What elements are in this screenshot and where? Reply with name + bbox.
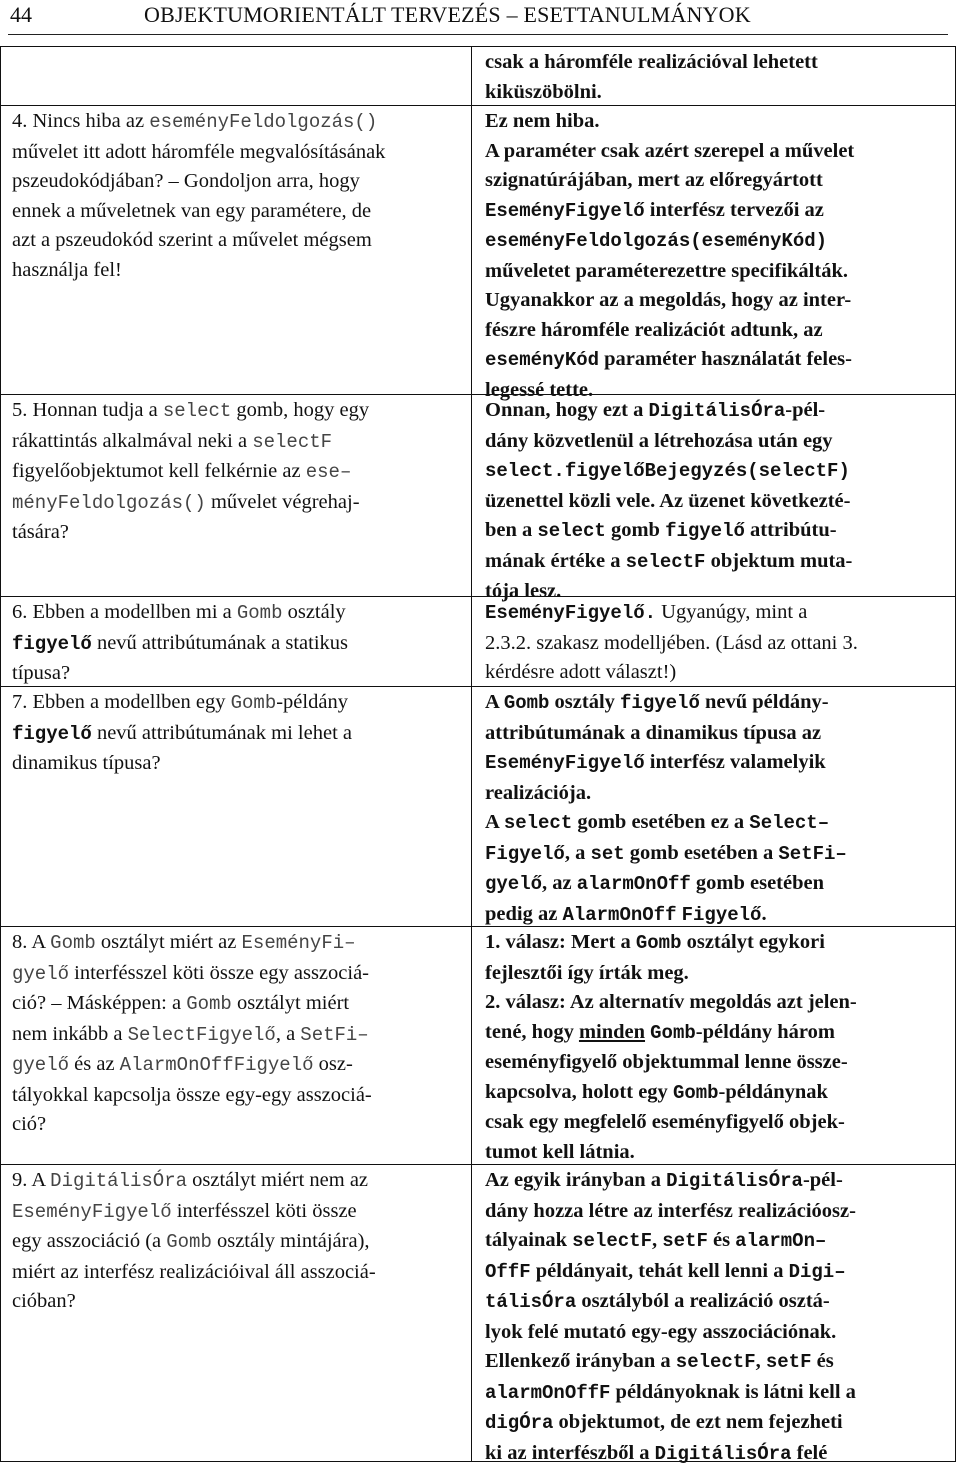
code-term: DigitálisÓra [648, 400, 786, 422]
code-term: figyelő [12, 722, 92, 745]
question-text: osztályt miért az [95, 931, 242, 953]
answer-text: A paraméter csak azért szerepel a művelet [485, 139, 855, 162]
answer-text: dány közvetlenül a létrehozása után egy [485, 429, 833, 452]
code-term: Figyelő [485, 842, 565, 865]
code-term: EseményFigyelő. [485, 602, 657, 624]
code-term: DigitálisÓra [50, 1170, 187, 1192]
question-text: , a [275, 1022, 301, 1045]
question-text: művelet végrehaj- [205, 490, 360, 513]
code-term: eseményFeldolgozás(eseményKód) [485, 230, 828, 252]
question-text: osztályt miért nem az [187, 1169, 369, 1191]
question-9 [12, 1166, 460, 1317]
answer-text: tója lesz. [485, 580, 562, 602]
answer-text: , a [564, 841, 591, 864]
answer-text: tené, hogy [485, 1020, 579, 1043]
code-term: alarmOnOffF [485, 1381, 611, 1404]
answer-text: Ugyanakkor az a megoldás, hogy az inter- [485, 289, 852, 311]
answer-text: mának értéke a [485, 549, 626, 572]
answer-text: csak egy megfelelő eseményfigyelő objek- [485, 1111, 845, 1133]
question-text: dinamikus típusa? [12, 752, 161, 774]
answer-text: -példány három [695, 1020, 835, 1043]
code-term: ményFeldolgozás() [12, 491, 206, 514]
question-text: osztály [282, 601, 346, 623]
answer-text: és [707, 1229, 736, 1251]
question-5 [12, 396, 460, 548]
question-text: művelet itt adott háromféle megvalósításának [12, 140, 386, 163]
code-term: SetFi– [300, 1023, 369, 1046]
answer-text: pedig az [485, 902, 563, 925]
answer-text: 1. válasz: Mert a [485, 931, 636, 953]
answer-text: osztályt egykori [681, 931, 825, 953]
emphasis-text: minden [578, 1020, 646, 1043]
question-6 [12, 598, 460, 689]
question-text: 8. A [12, 931, 51, 953]
question-text: -példány [276, 691, 348, 713]
code-term: Gomb [236, 602, 283, 624]
question-text: cióban? [12, 1290, 76, 1312]
question-text: interfésszel köti össze egy asszociá- [69, 961, 369, 984]
code-term: digÓra [485, 1412, 554, 1434]
question-text: ennek a műveletnek van egy paramétere, de [12, 199, 372, 222]
answer-text: gomb esetében a [624, 841, 779, 864]
answer-text: A [485, 691, 504, 713]
question-text: tályokkal kapcsolja össze egy-egy asszociá- [12, 1083, 372, 1106]
answer-text: kérdésre adott választ!) [485, 661, 677, 683]
question-text: miért az interfész realizációival áll asszociá- [12, 1260, 376, 1283]
answer-text: osztályból a realizáció osztá- [576, 1290, 830, 1312]
answer-7 [485, 688, 951, 930]
answer-text: Ez nem hiba. [485, 110, 600, 132]
answer-text: paraméter használatát feles- [599, 348, 852, 370]
question-text: ció? – Másképpen: a [12, 992, 187, 1014]
question-text: osztály mintájára), [211, 1230, 370, 1252]
code-term: selectF [252, 430, 333, 453]
code-term: EseményFigyelő [12, 1200, 172, 1223]
code-term: Gomb [635, 932, 682, 954]
code-term: selectF [572, 1230, 652, 1252]
code-term: Gomb [186, 993, 232, 1015]
answer-text: nevű példány- [699, 691, 829, 713]
answer-text: csak a háromféle realizációval lehetett [485, 51, 818, 73]
answer-text: ben a [485, 519, 538, 541]
question-4 [12, 107, 460, 285]
answer-text: tumot kell látnia. [485, 1140, 635, 1163]
question-text: 6. Ebben a modellben mi a [12, 601, 237, 623]
answer-text: dány hozza létre az interfész realizációosz- [485, 1199, 856, 1222]
question-text: nevű attribútumának a statikus [91, 631, 349, 654]
page-header [8, 0, 948, 35]
code-term: Select– [749, 812, 830, 834]
answer-text: 2.3.2. szakasz modelljében. (Lásd az ottani 3. [485, 631, 858, 654]
code-term: ese– [305, 461, 352, 483]
answer-text: Onnan, hogy ezt a [485, 399, 649, 421]
code-term: Gomb [650, 1021, 696, 1044]
question-text: nem inkább a [12, 1022, 128, 1045]
code-term: gyelő [12, 962, 70, 985]
question-text: figyelőobjektumot kell felkérnie az [12, 460, 306, 482]
answer-text: , az [542, 872, 577, 894]
answer-text: ki az interfészből a [485, 1441, 655, 1464]
code-term: figyelő [665, 520, 745, 542]
code-term: setF [662, 1230, 708, 1252]
code-term: setF [765, 1351, 812, 1373]
answer-text: fészre háromféle realizációt adtunk, az [485, 318, 823, 341]
question-7 [12, 688, 460, 779]
answer-text: -pél- [802, 1169, 843, 1191]
answer-text: -pél- [785, 399, 826, 421]
question-text: rákattintás alkalmával neki a [12, 429, 253, 452]
answer-text: példányait, tehát kell lenni a [530, 1259, 789, 1282]
answer-text: attribútumának a dinamikus típusa az [485, 721, 822, 744]
code-term: EseményFigyelő [485, 752, 645, 774]
code-term: Digi– [788, 1260, 846, 1283]
answer-9 [485, 1166, 951, 1469]
question-text: használja fel! [12, 258, 122, 281]
answer-text: fejlesztői így írták meg. [485, 961, 689, 984]
code-term: alarmOn– [735, 1230, 827, 1252]
code-term: figyelő [620, 692, 700, 714]
answer-text: 2. válasz: Az alternatív megoldás azt jelen- [485, 991, 857, 1013]
answer-text: és [811, 1350, 834, 1372]
question-text: osz- [313, 1053, 353, 1075]
answer-text: attribútu- [744, 519, 837, 541]
code-term: DigitálisÓra [666, 1170, 803, 1192]
code-term: select [162, 400, 232, 422]
answer-text: eseményfigyelő objektummal lenne össze- [485, 1051, 848, 1073]
code-term: select [537, 520, 606, 542]
answer-text: példányoknak is látni kell a [610, 1380, 856, 1403]
code-term: AlarmOnOffFigyelő [119, 1054, 314, 1076]
code-term: selectF [625, 550, 706, 573]
answer-text: felé [791, 1441, 828, 1464]
question-text: 4. Nincs hiba az [12, 110, 150, 132]
code-term: Gomb [672, 1081, 719, 1104]
code-term: figyelő [12, 632, 92, 655]
question-text: és az [69, 1053, 120, 1075]
code-term: eseményFeldolgozás() [149, 111, 378, 133]
answer-5 [485, 396, 951, 607]
code-term: Gomb [230, 692, 277, 714]
answer-text: interfész tervezői az [644, 198, 824, 221]
code-term: select [503, 812, 573, 834]
question-text: 7. Ebben a modellben egy [12, 691, 231, 713]
question-text: azt a pszeudokód szerint a művelet mégsem [12, 229, 372, 251]
answer-text: -példánynak [718, 1080, 828, 1103]
answer-text: realizációja. [485, 781, 592, 804]
answer-text: kapcsolva, holott egy [485, 1080, 673, 1103]
code-term: EseményFi– [241, 932, 356, 954]
code-term: gyelő [12, 1054, 70, 1076]
answer-text: lyok felé mutató egy-egy asszociációnak. [485, 1320, 837, 1343]
code-term: OffF [485, 1260, 531, 1283]
answer-text: , [651, 1229, 663, 1251]
question-text: osztályt miért [231, 992, 350, 1014]
answer-text: gomb [605, 519, 666, 541]
answer-text: A [485, 811, 504, 833]
code-term: select.figyelőBejegyzés(selectF) [485, 460, 850, 482]
answer-continued [485, 48, 951, 107]
question-text: tására? [12, 521, 69, 543]
question-text: 9. A [12, 1169, 51, 1191]
answer-text: osztály [549, 691, 621, 713]
answer-6 [485, 598, 951, 688]
answer-text: műveletet paraméterezettre specifikálták. [485, 259, 848, 282]
code-term: Figyelő [681, 903, 762, 926]
code-term: AlarmOnOff [562, 903, 677, 926]
answer-text: . [761, 902, 767, 925]
answer-text: tályainak [485, 1229, 573, 1251]
answer-text: interfész valamelyik [644, 751, 826, 773]
question-text: pszeudokódjában? – Gondoljon arra, hogy [12, 170, 360, 192]
answer-text: legessé tette. [485, 378, 594, 401]
code-term: alarmOnOff [576, 873, 691, 895]
code-term: selectF [675, 1351, 756, 1373]
answer-text: objektumot, de ezt nem fejezheti [553, 1411, 843, 1433]
answer-4 [485, 107, 951, 405]
answer-text: Ugyanúgy, mint a [656, 601, 808, 623]
column-divider [471, 46, 472, 1462]
code-term: SelectFigyelő [127, 1023, 276, 1046]
code-term: Gomb [166, 1231, 212, 1253]
question-text: nevű attribútumának mi lehet a [91, 721, 352, 744]
answer-text: objektum muta- [705, 549, 853, 572]
answer-text: Az egyik irányban a [485, 1169, 667, 1191]
answer-text: gomb esetében [690, 872, 825, 894]
answer-text: üzenettel közli vele. Az üzenet következté- [485, 489, 851, 512]
answer-8 [485, 928, 951, 1167]
answer-text: kiküszöbölni. [485, 80, 602, 103]
answer-text: gomb esetében ez a [572, 811, 750, 833]
answer-text: szignatúrájában, mert az előregyártott [485, 169, 823, 191]
code-term: eseményKód [485, 349, 600, 371]
code-term: DigitálisÓra [654, 1442, 792, 1465]
question-text: típusa? [12, 662, 71, 684]
code-term: tálisÓra [485, 1291, 577, 1313]
code-term: gyelő [485, 873, 543, 895]
code-term: Gomb [503, 692, 550, 714]
answer-text: Ellenkező irányban a [485, 1350, 676, 1372]
question-8 [12, 928, 460, 1140]
code-term: set [590, 842, 625, 865]
code-term: SetFi– [778, 842, 847, 865]
running-title: OBJEKTUMORIENTÁLT TERVEZÉS – ESETTANULMÁNYOK [144, 2, 751, 27]
question-text: gomb, hogy egy [231, 399, 370, 421]
question-text: egy asszociáció (a [12, 1230, 167, 1252]
code-term: EseményFigyelő [485, 199, 645, 222]
question-text: ció? [12, 1113, 47, 1135]
answer-text: , [755, 1350, 766, 1372]
question-text: interfésszel köti össze [171, 1199, 357, 1222]
page-number: 44 [10, 2, 32, 27]
question-text: 5. Honnan tudja a [12, 399, 163, 421]
code-term: Gomb [50, 932, 96, 954]
